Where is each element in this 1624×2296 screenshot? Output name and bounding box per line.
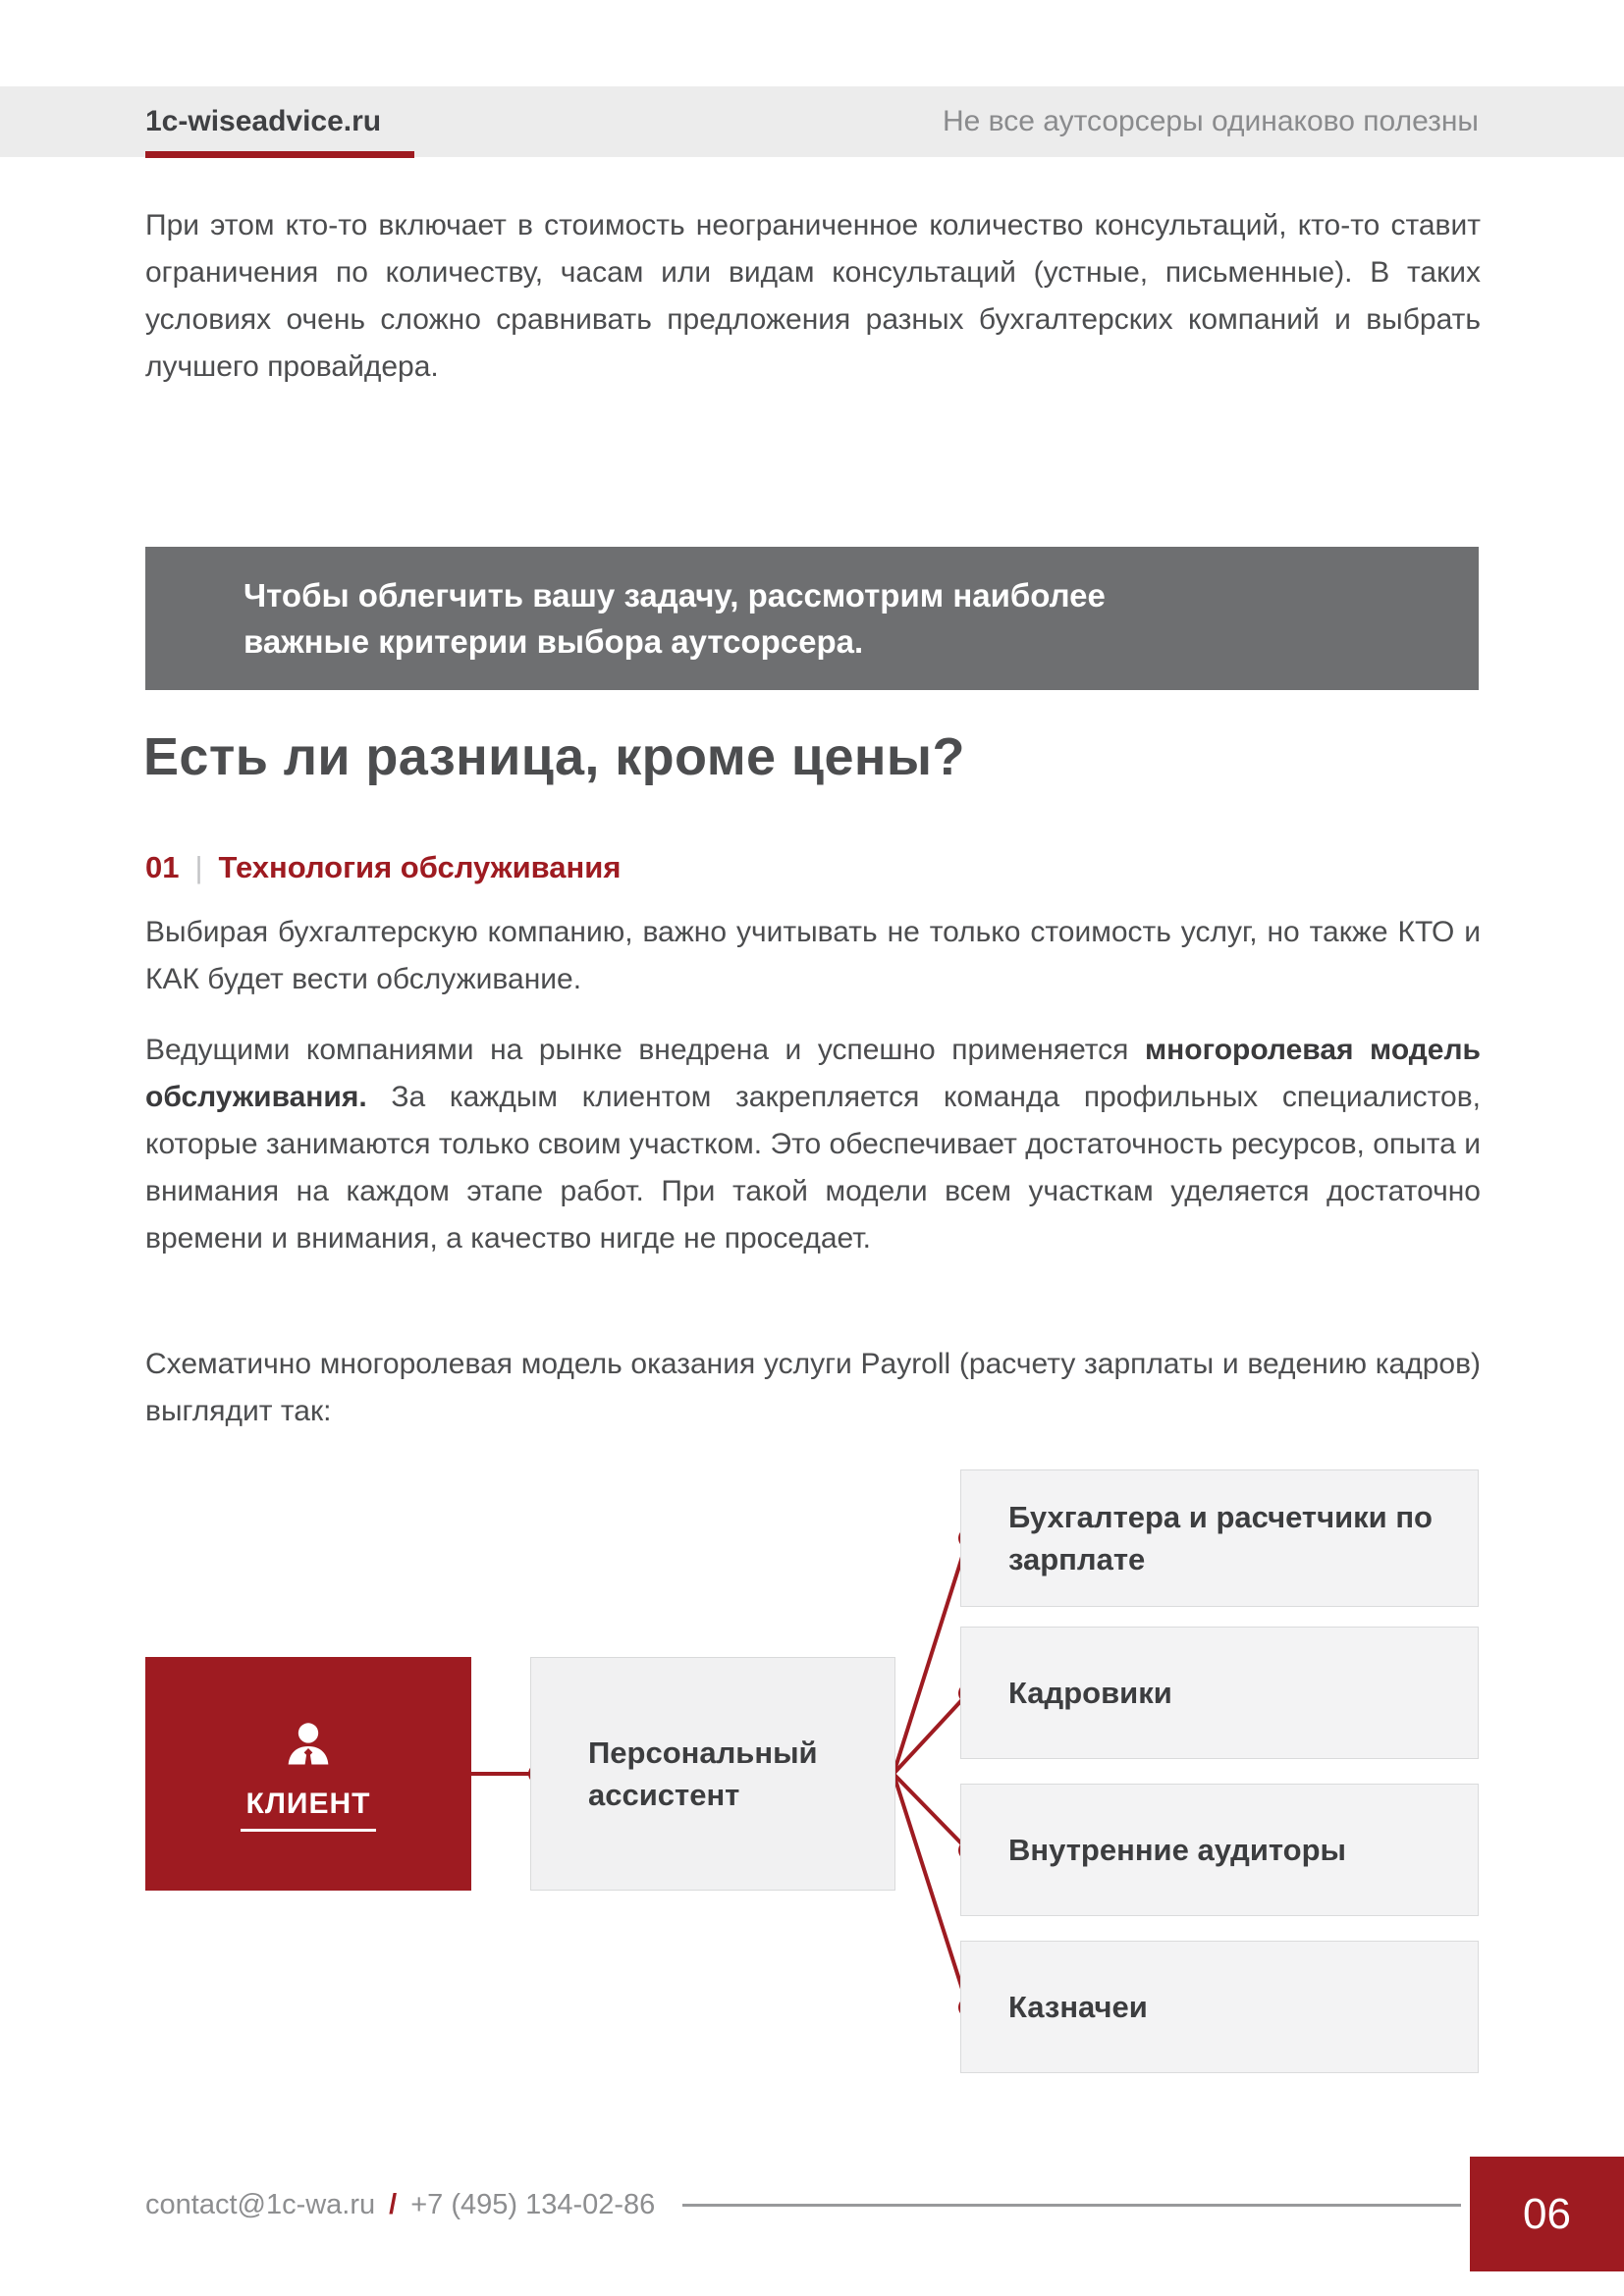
role-node-treasurers [960,1941,1479,2073]
footer-separator: / [389,2189,398,2220]
role-node-hr [960,1627,1479,1759]
model-paragraph-bold: многоролевая модель обслуживания. [145,1034,1481,1113]
role-node-auditors [960,1784,1479,1916]
role-label: Кадровики [1008,1676,1172,1710]
footer-email[interactable]: contact@1c-wa.ru [145,2189,376,2220]
header-tagline: Не все аутсорсеры одинаково полезны [942,105,1479,137]
brand-link[interactable]: 1c-wiseadvice.ru [145,105,382,137]
criteria-paragraph: Выбирая бухгалтерскую компанию, важно учитывать не только стоимость услуг, но также КТО и КАК будет вести обслуживание. [145,916,1481,995]
client-node [145,1657,471,1891]
subsection-number: 01 [145,850,180,884]
role-label: Казначеи [1008,1990,1148,2024]
role-label: Внутренние аудиторы [1008,1833,1347,1867]
footer-phone[interactable]: +7 (495) 134-02-86 [410,2189,656,2220]
role-label: Бухгалтера и расчетчики по зарплате [1008,1500,1433,1576]
assistant-label: Персональный ассистент [588,1735,818,1812]
subsection-heading [145,850,621,885]
page-number: 06 [1523,2189,1571,2238]
subsection-title: Технология обслуживания [218,850,622,884]
page-footer [145,2189,1461,2221]
page-header [0,86,1624,157]
page-title: Есть ли разница, кроме цены? [143,727,965,786]
page-number-badge [1470,2157,1624,2271]
brand-underline [145,151,414,158]
model-paragraph-lead: Ведущими компаниями на рынке внедрена и успешно применяется [145,1034,1145,1066]
role-node-accountants [960,1469,1479,1607]
scheme-intro-paragraph: Схематично многоролевая модель оказания услуги Payroll (расчету зарплаты и ведению кадров) выглядит так: [145,1348,1481,1427]
intro-paragraph: При этом кто-то включает в стоимость неограниченное количество консультаций, кто-то ставит ограничения по количеству, часам или видам консультаций (устные, письменные). В таких условиях очень сложно сравнивать предложения разных бухгалтерских компаний и выбрать лучшего провайдера. [145,209,1481,383]
client-label: КЛИЕНТ [241,1788,377,1832]
footer-rule [682,2204,1461,2207]
model-paragraph-rest: За каждым клиентом закрепляется команда профильных специалистов, которые занимаются только своим участком. Это обеспечивает достаточность ресурсов, опыта и внимания на каждом этапе работ. При такой модели всем участкам уделяется достаточно времени и внимания, а качество нигде не проседает. [145,1081,1481,1255]
assistant-node [530,1657,895,1891]
model-paragraph [145,1027,1481,1262]
person-icon [278,1717,339,1778]
subsection-separator: | [194,850,203,884]
callout-box [145,547,1479,690]
callout-text: Чтобы облегчить вашу задачу, рассмотрим наиболее важные критерии выбора аутсорсера. [244,577,1106,660]
